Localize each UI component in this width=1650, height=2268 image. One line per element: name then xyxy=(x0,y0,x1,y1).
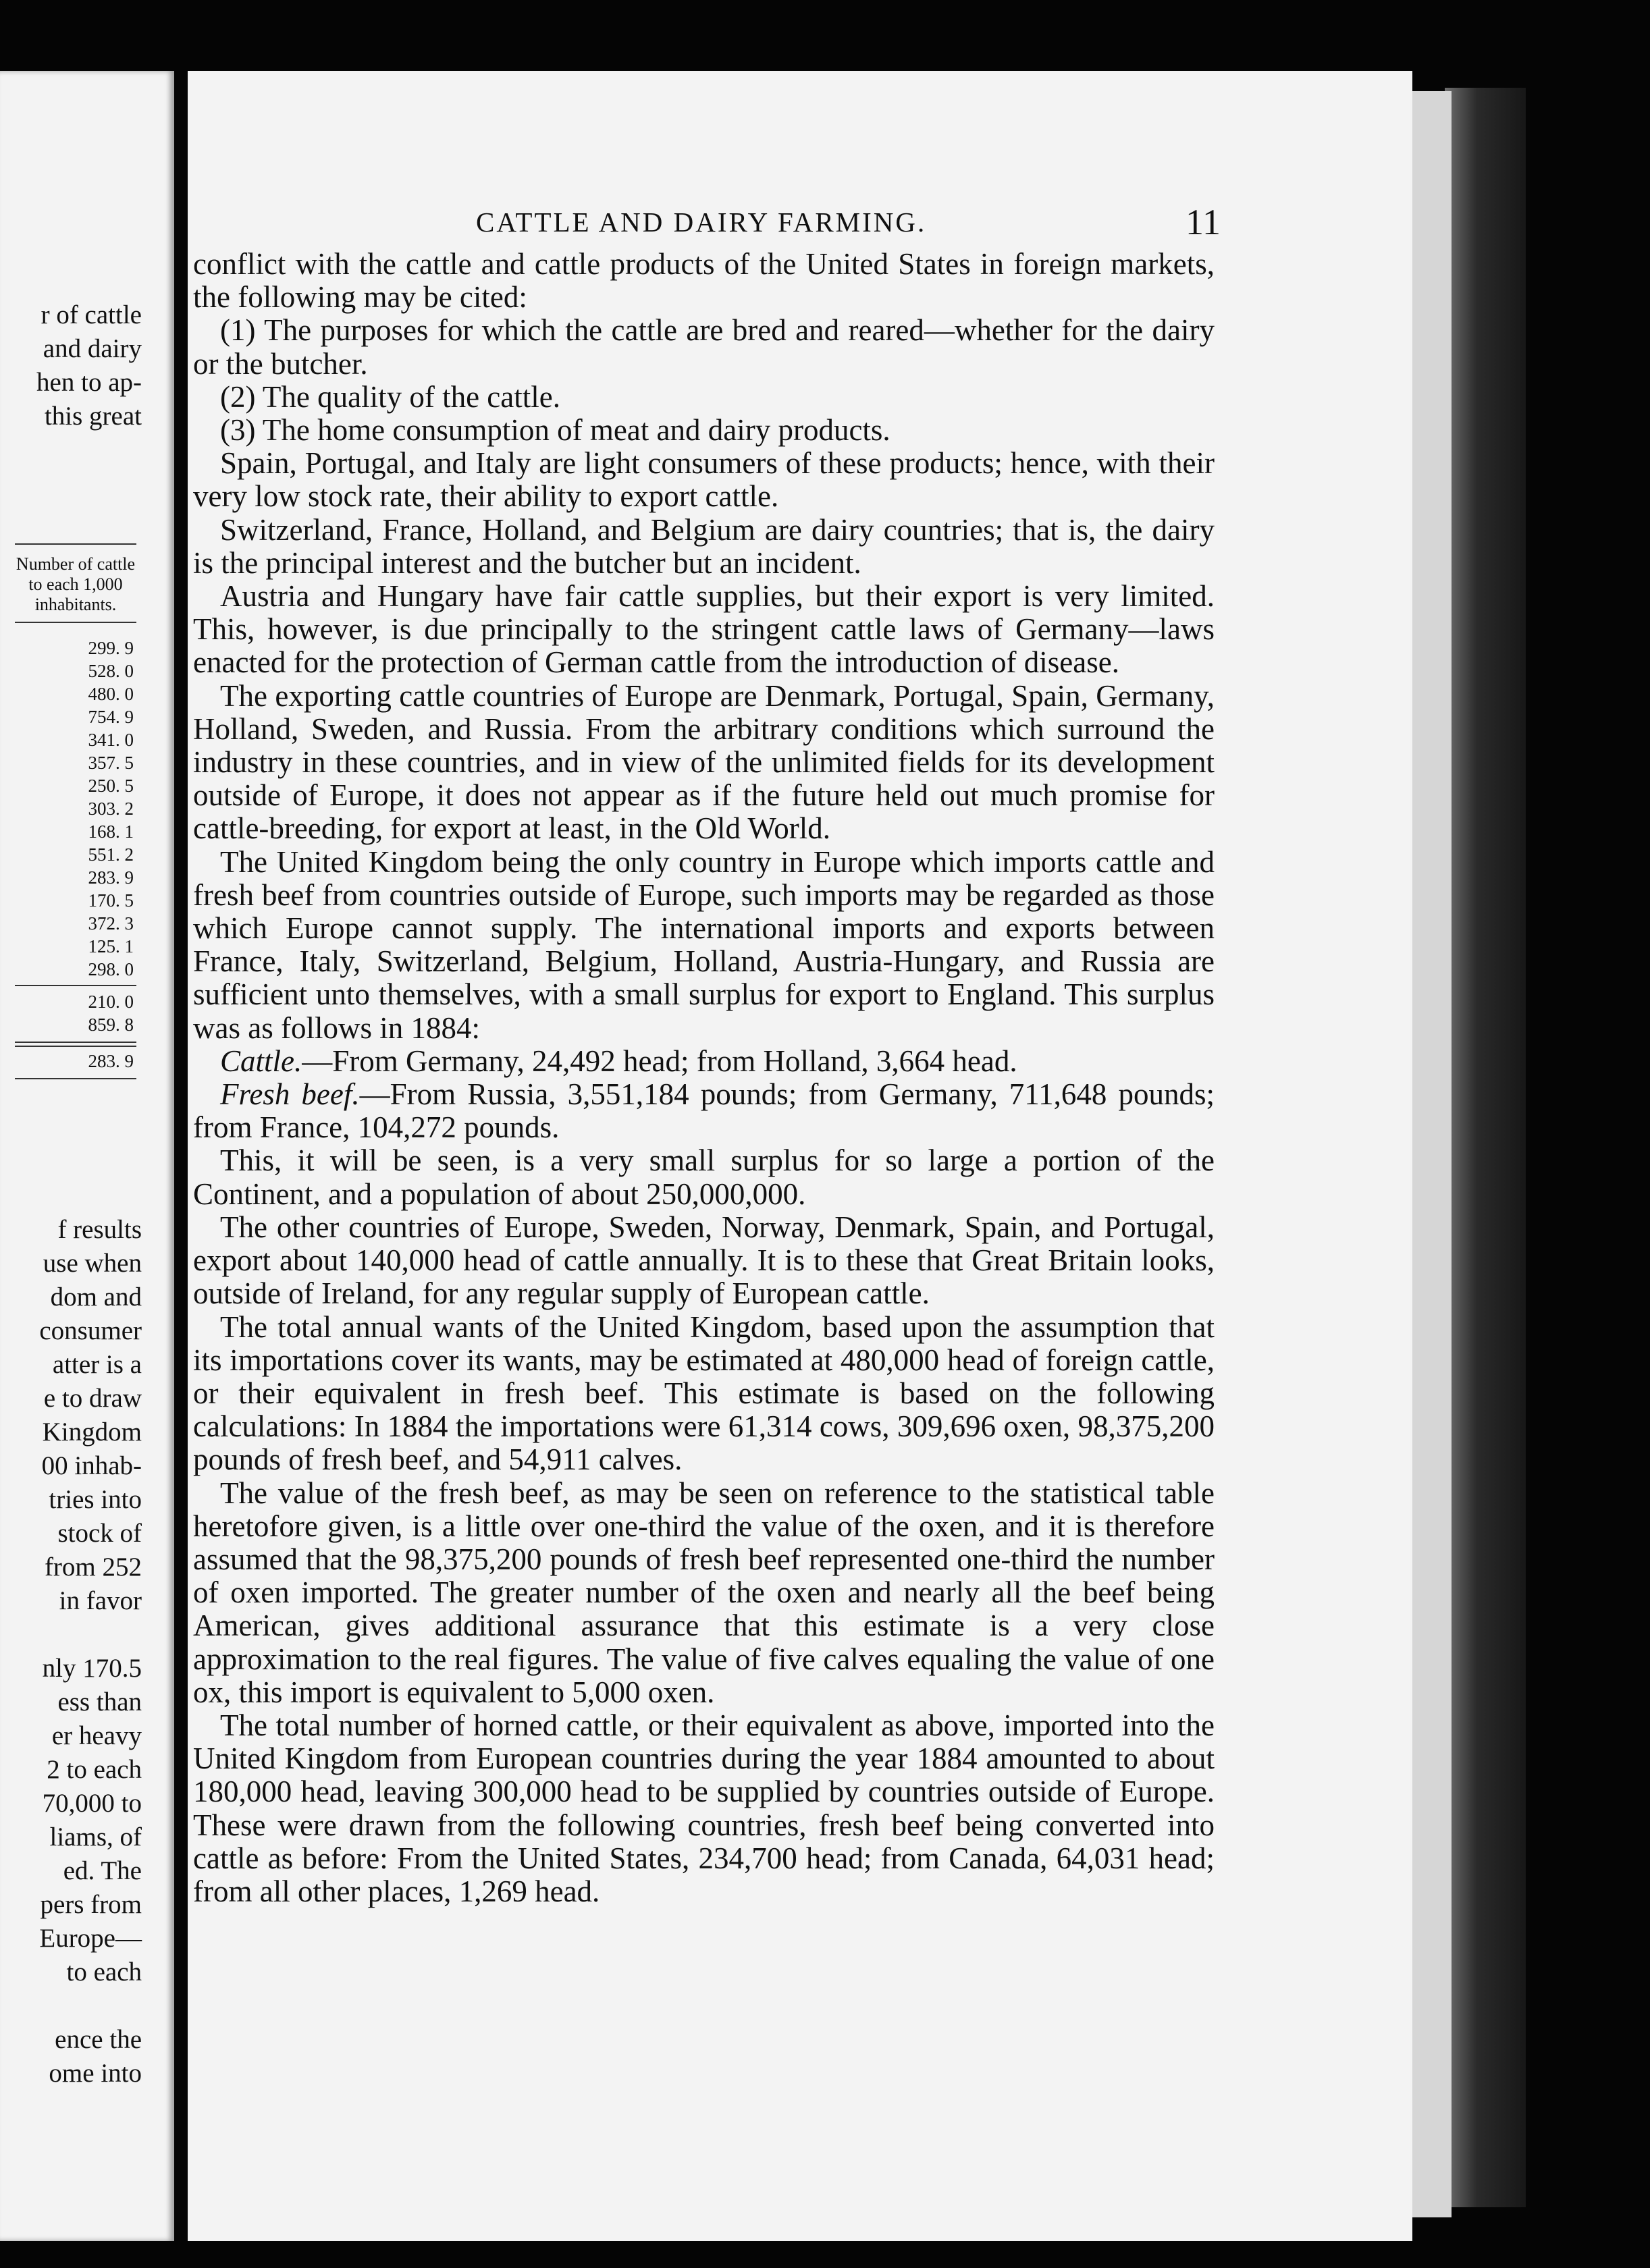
text-fragment: r of cattle xyxy=(41,300,142,329)
table-header: Number of cattle to each 1,000 inhabitants. xyxy=(16,554,136,614)
paragraph xyxy=(193,580,1215,680)
table-value: 168. 1 xyxy=(88,821,134,842)
text-fragment: to each xyxy=(66,1958,142,1987)
paragraph-text: The total annual wants of the United Kingdom, based upon the assumption that its importations cover its wants, may be estimated at 480,000 head of foreign cattle, or their equivalent in fresh beef. This estimate is based on the following calculations: In 1884 the importations were 61,314 cows, 309,696 oxen, 98,375,200 pounds of fresh beef, and 54,911 calves. xyxy=(193,1310,1215,1477)
text-fragment: 70,000 to xyxy=(42,1789,142,1818)
text-fragment: ome into xyxy=(49,2059,142,2088)
text-fragment: Kingdom xyxy=(42,1418,142,1447)
text-fragment: tries into xyxy=(49,1485,142,1514)
text-fragment: atter is a xyxy=(52,1350,142,1379)
paragraph xyxy=(193,381,1215,414)
text-fragment: nly 170.5 xyxy=(42,1654,142,1683)
table-value: 754. 9 xyxy=(88,707,134,727)
table-total: 283. 9 xyxy=(88,1051,134,1071)
table-value: 250. 5 xyxy=(88,776,134,796)
table-value: 170. 5 xyxy=(88,890,134,911)
text-fragment: and dairy xyxy=(43,334,142,363)
table-subtotal: 210. 0 xyxy=(88,992,134,1012)
text-fragment: ess than xyxy=(57,1688,142,1717)
paragraph xyxy=(193,414,1215,447)
paragraph-text: (2) The quality of the cattle. xyxy=(220,379,560,414)
table-value: 357. 5 xyxy=(88,753,134,773)
paragraph-text: The total number of horned cattle, or their equivalent as above, imported into the United Kingdom from European countries during the year 1884 amounted to about 180,000 head, leaving 300,000 head to be supplied by countries outside of Europe. These were drawn from the following countries, fresh beef being converted into cattle as before: From the United States, 234,700 head; from Canada, 64,031 head; from all other places, 1,269 head. xyxy=(193,1708,1215,1908)
table-value: 298. 0 xyxy=(88,959,134,979)
paragraph-text: (1) The purposes for which the cattle are bred and reared—whether for the dairy or the butcher. xyxy=(193,313,1215,381)
table-value: 341. 0 xyxy=(88,730,134,750)
paragraph xyxy=(193,1311,1215,1477)
text-fragment: consumer xyxy=(39,1316,142,1345)
text-fragment: from 252 xyxy=(44,1552,142,1582)
text-fragment xyxy=(0,1618,142,1652)
paragraph-text: (3) The home consumption of meat and dairy products. xyxy=(220,413,890,448)
book-spine xyxy=(1445,88,1526,2207)
paragraph-label: Fresh beef. xyxy=(220,1077,360,1112)
paragraph-text: —From Russia, 3,551,184 pounds; from Germany, 711,648 pounds; from France, 104,272 pounds. xyxy=(193,1077,1215,1145)
text-fragment: stock of xyxy=(57,1519,142,1548)
paragraph-label: Cattle. xyxy=(220,1044,302,1078)
text-fragment: pers from xyxy=(40,1890,142,1919)
text-fragment: f results xyxy=(57,1215,142,1244)
paragraph xyxy=(193,447,1215,513)
paragraph-text: Austria and Hungary have fair cattle supplies, but their export is very limited. This, however, is due principally to the stringent cattle laws of Germany—laws enacted for the protection of German cattle from the introduction of disease. xyxy=(193,579,1215,680)
text-fragment: use when xyxy=(43,1249,142,1278)
left-page-bottom-fragments xyxy=(0,1213,142,2090)
running-head: CATTLE AND DAIRY FARMING. xyxy=(476,207,927,238)
text-fragment: hen to ap- xyxy=(36,368,142,397)
paragraph-text: This, it will be seen, is a very small surplus for so large a portion of the Continent, and a population of about 250,000,000. xyxy=(193,1143,1215,1211)
left-page-top-fragments xyxy=(0,298,142,433)
paragraph-text: Switzerland, France, Holland, and Belgium are dairy countries; that is, the dairy is the principal interest and the butcher but an incident. xyxy=(193,512,1215,580)
paragraph xyxy=(193,1709,1215,1908)
paragraph xyxy=(193,680,1215,846)
paragraph xyxy=(193,1211,1215,1311)
text-fragment: 00 inhab- xyxy=(41,1451,142,1480)
right-page xyxy=(188,71,1412,2241)
table-value: 283. 9 xyxy=(88,867,134,888)
paragraph xyxy=(193,1078,1215,1144)
text-fragment: er heavy xyxy=(51,1721,142,1750)
paragraph xyxy=(193,846,1215,1045)
table-subtotal: 859. 8 xyxy=(88,1015,134,1035)
paragraph xyxy=(193,248,1215,314)
text-fragment: e to draw xyxy=(43,1384,142,1413)
paragraph xyxy=(193,1144,1215,1210)
paragraph-text: —From Germany, 24,492 head; from Holland, 3,664 head. xyxy=(302,1044,1017,1078)
left-page xyxy=(0,71,174,2241)
paragraph xyxy=(193,1477,1215,1709)
text-fragment: this great xyxy=(44,402,142,431)
table-value: 125. 1 xyxy=(88,936,134,956)
table-values xyxy=(15,623,136,981)
paragraph-text: The value of the fresh beef, as may be seen on reference to the statistical table heretofore given, is a little over one-third the value of the oxen, and it is therefore assumed that the 98,375,200 pounds of fresh beef represented one-third the number of oxen imported. The greater number of the oxen and nearly all the beef being American, gives additional assurance that this estimate is a very close approximation to the real figures. The value of five calves equaling the value of one ox, this import is equivalent to 5,000 oxen. xyxy=(193,1476,1215,1709)
table-subtotals xyxy=(15,986,136,1036)
text-fragment: in favor xyxy=(59,1586,142,1615)
table-value: 303. 2 xyxy=(88,799,134,819)
body-text xyxy=(193,248,1215,1908)
paragraph xyxy=(193,314,1215,380)
page-number: 11 xyxy=(1186,202,1221,242)
paragraph-text: The other countries of Europe, Sweden, Norway, Denmark, Spain, and Portugal, export about 140,000 head of cattle annually. It is to these that Great Britain looks, outside of Ireland, for any regular supply of European cattle. xyxy=(193,1210,1215,1311)
table-value: 299. 9 xyxy=(88,638,134,658)
text-fragment: 2 to each xyxy=(47,1755,142,1784)
paragraph-text: Spain, Portugal, and Italy are light consumers of these products; hence, with their very low stock rate, their ability to export cattle. xyxy=(193,446,1215,514)
paragraph-text: The United Kingdom being the only country in Europe which imports cattle and fresh beef from countries outside of Europe, such imports may be regarded as those which Europe cannot supply. The international imports and exports between France, Italy, Switzerland, Belgium, Holland, Austria-Hungary, and Russia are sufficient unto themselves, with a small surplus for export to England. This surplus was as follows in 1884: xyxy=(193,844,1215,1045)
table-value: 551. 2 xyxy=(88,844,134,865)
text-fragment: liams, of xyxy=(49,1823,142,1852)
paragraph xyxy=(193,514,1215,580)
left-page-table xyxy=(15,543,136,1079)
paragraph-text: The exporting cattle countries of Europe are Denmark, Portugal, Spain, Germany, Holland, Sweden, and Russia. From the arbitrary conditions which surround the industry in these countries, and in view of the unlimited fields for its development outside of Europe, it does not appear as if the future held out much promise for cattle-breeding, for export at least, in the Old World. xyxy=(193,678,1215,846)
text-fragment: Europe— xyxy=(39,1924,142,1953)
paragraph xyxy=(193,1045,1215,1078)
paragraph-text: conflict with the cattle and cattle products of the United States in foreign markets, the following may be cited: xyxy=(193,247,1215,315)
table-value: 372. 3 xyxy=(88,913,134,934)
text-fragment: ed. The xyxy=(63,1856,142,1885)
text-fragment: ence the xyxy=(55,2025,142,2054)
table-value: 480. 0 xyxy=(88,684,134,704)
table-value: 528. 0 xyxy=(88,661,134,681)
text-fragment: dom and xyxy=(50,1282,142,1312)
text-fragment xyxy=(0,1989,142,2023)
